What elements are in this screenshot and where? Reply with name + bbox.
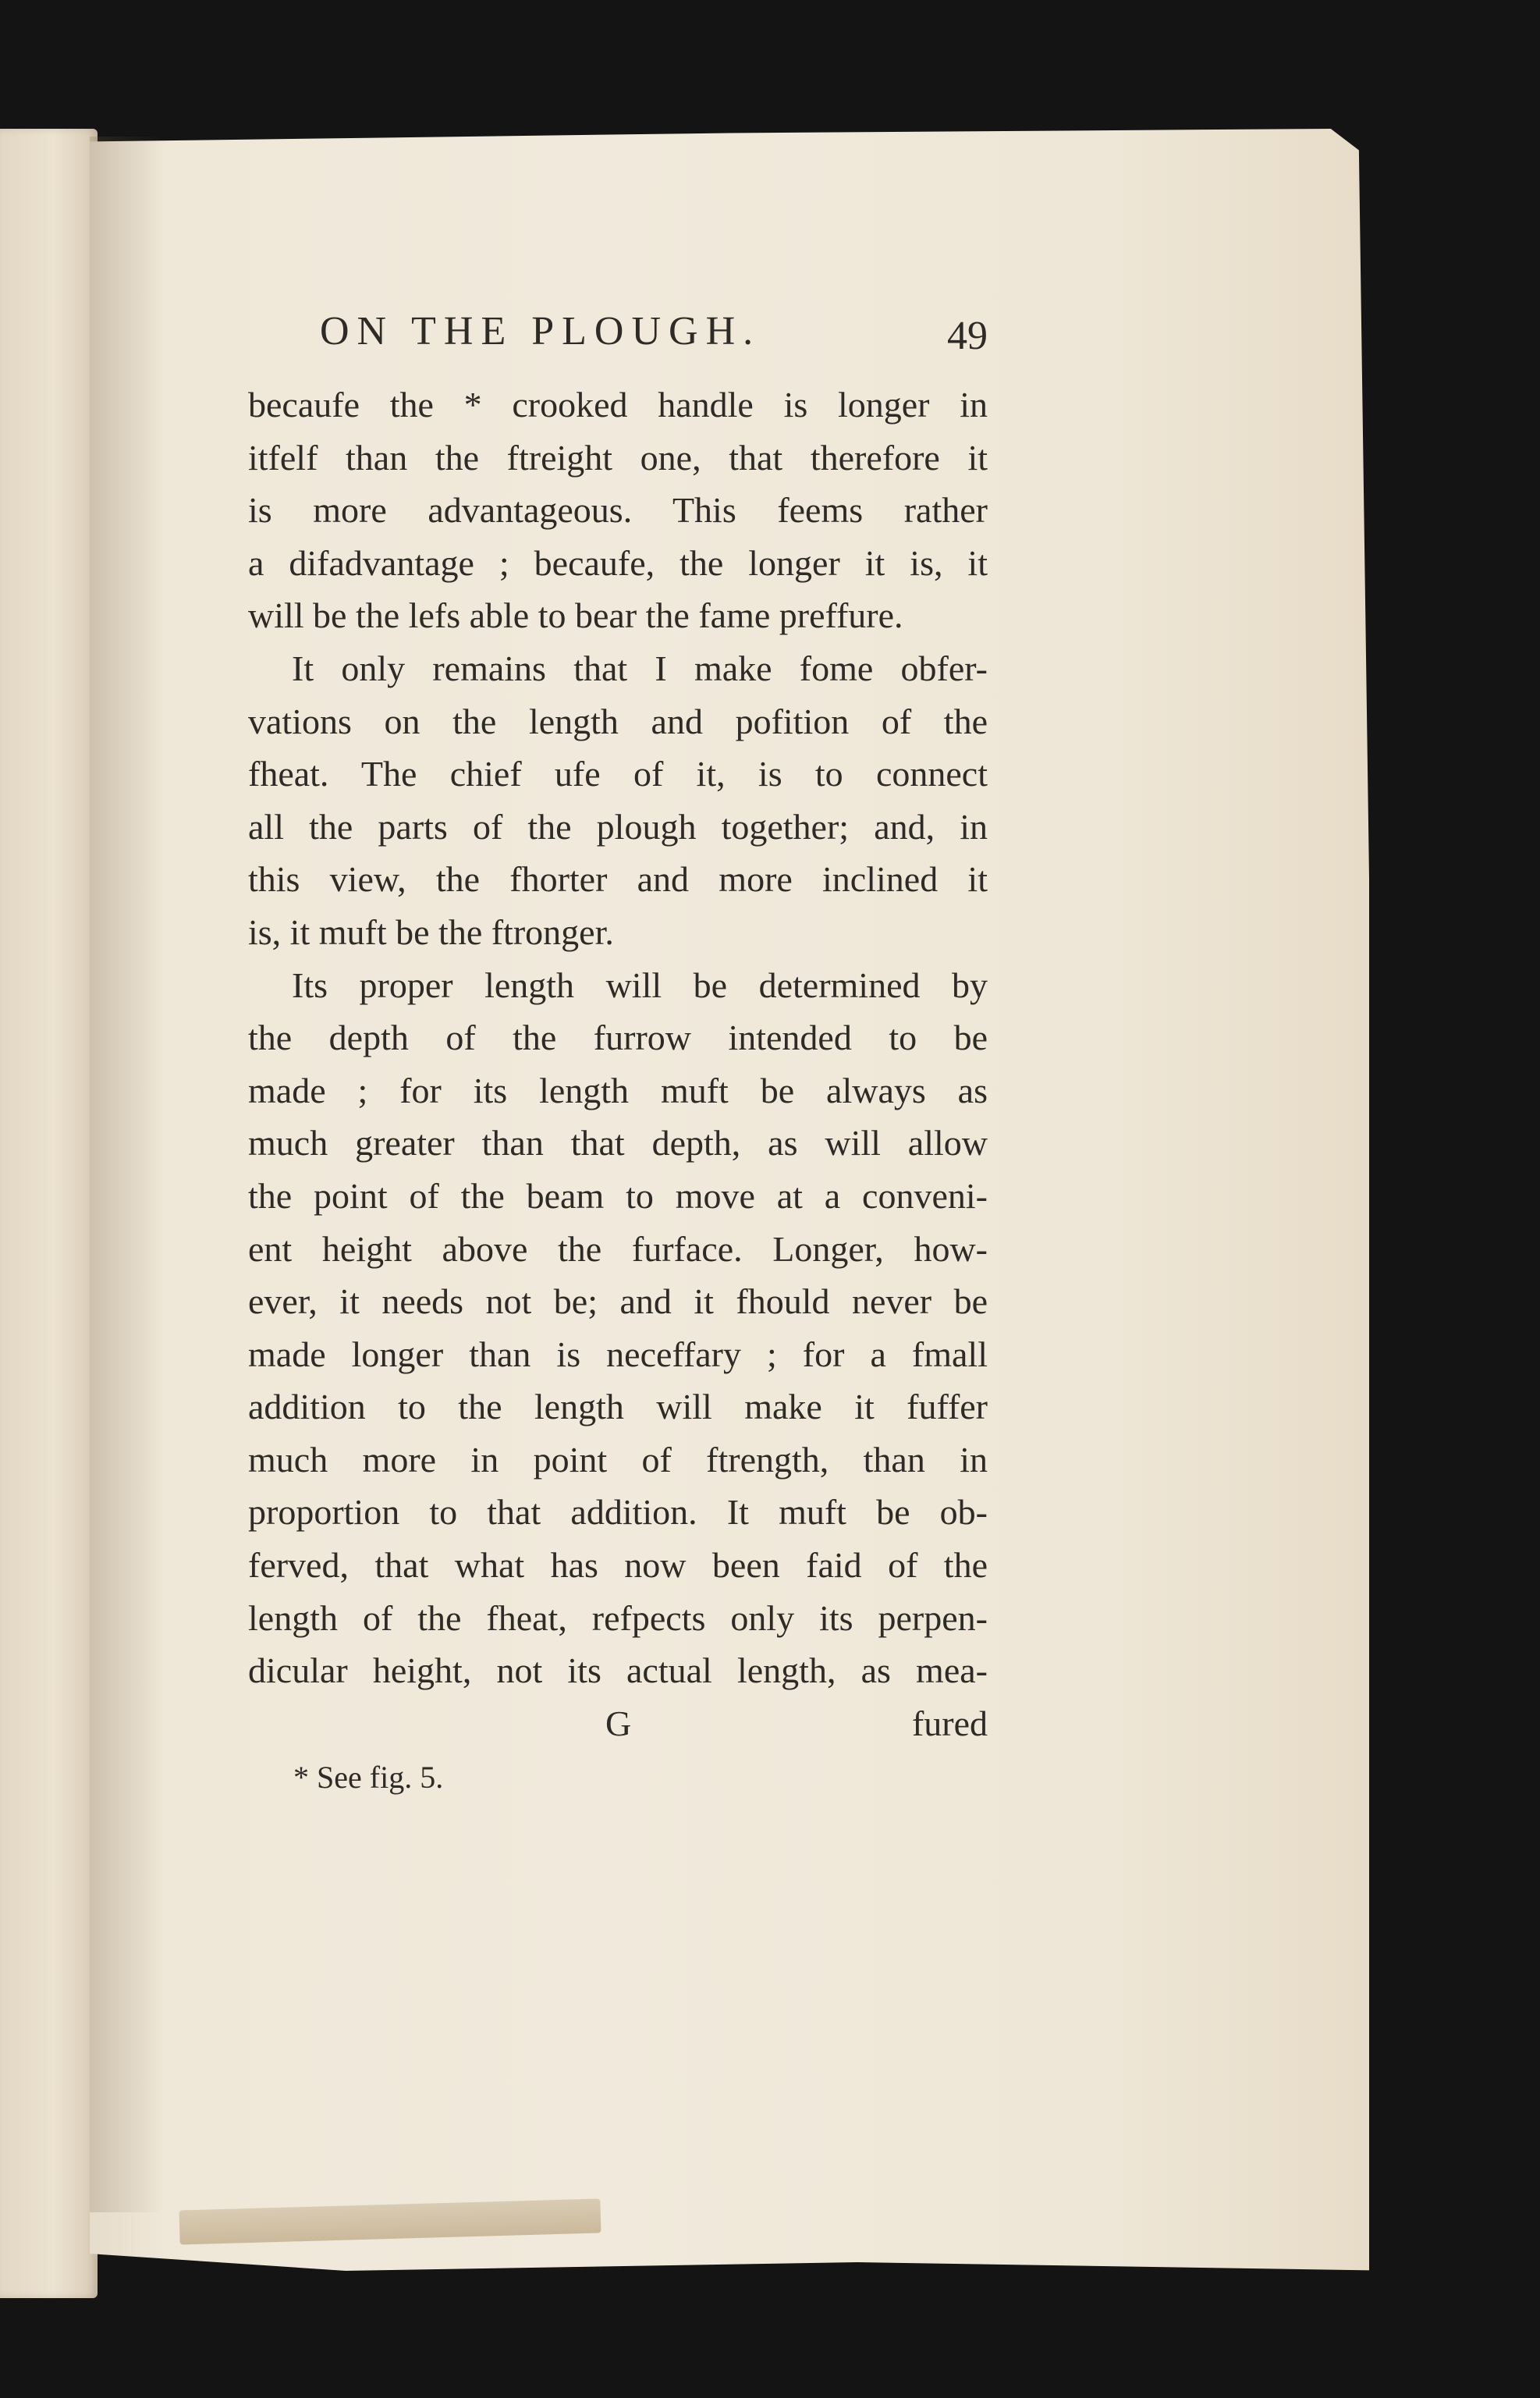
catchword: fured: [911, 1703, 988, 1743]
body-line: length of the fheat, refpects only its perpen-: [248, 1597, 988, 1638]
page-text-block: [248, 308, 988, 1801]
body-line: all the parts of the plough together; and, in: [248, 806, 988, 847]
body-line: made ; for its length muft be always as: [248, 1070, 988, 1110]
body-line: itfelf than the ftreight one, that therefore it: [248, 437, 988, 478]
page-header: [248, 308, 988, 378]
body-line: fheat. The chief ufe of it, is to connect: [248, 754, 988, 794]
body-line: this view, the fhorter and more inclined it: [248, 859, 988, 900]
body-line: addition to the length will make it fuffer: [248, 1387, 988, 1427]
body-line: the point of the beam to move at a conveni-: [248, 1175, 988, 1216]
signature-mark: G: [605, 1703, 632, 1743]
page-number: 49: [947, 314, 988, 358]
body-line: is, it muft be the ftronger.: [248, 911, 614, 952]
body-line: is more advantageous. This feems rather: [248, 490, 988, 531]
page-foot: [248, 1697, 988, 1750]
body-line: becaufe the * crooked handle is longer in: [248, 385, 988, 425]
body-line: vations on the length and pofition of the: [248, 701, 988, 741]
body-line: the depth of the furrow intended to be: [248, 1018, 988, 1058]
body-line: ferved, that what has now been faid of the: [248, 1545, 988, 1586]
body-line: much greater than that depth, as will allow: [248, 1123, 988, 1163]
body-line: ever, it needs not be; and it fhould never be: [248, 1281, 988, 1322]
paragraph-first-line: Its proper length will be determined by: [292, 965, 988, 1005]
body-line: ent height above the furface. Longer, how-: [248, 1228, 988, 1269]
body-line: dicular height, not its actual length, as mea-: [248, 1650, 988, 1691]
footnote: * See fig. 5.: [293, 1760, 444, 1796]
body-line: will be the lefs able to bear the fame preffure.: [248, 595, 903, 636]
body-line: much more in point of ftrength, than in: [248, 1439, 988, 1480]
body-text: [248, 378, 988, 1697]
facing-page-edge: [0, 129, 98, 2298]
body-line: proportion to that addition. It muft be ob-: [248, 1492, 988, 1533]
body-line: made longer than is neceffary ; for a fmall: [248, 1334, 988, 1374]
running-head: ON THE PLOUGH.: [320, 309, 761, 353]
body-line: a difadvantage ; becaufe, the longer it is, it: [248, 542, 988, 583]
page-gutter-shadow: [90, 137, 164, 2212]
paragraph-first-line: It only remains that I make fome obfer-: [292, 648, 988, 688]
